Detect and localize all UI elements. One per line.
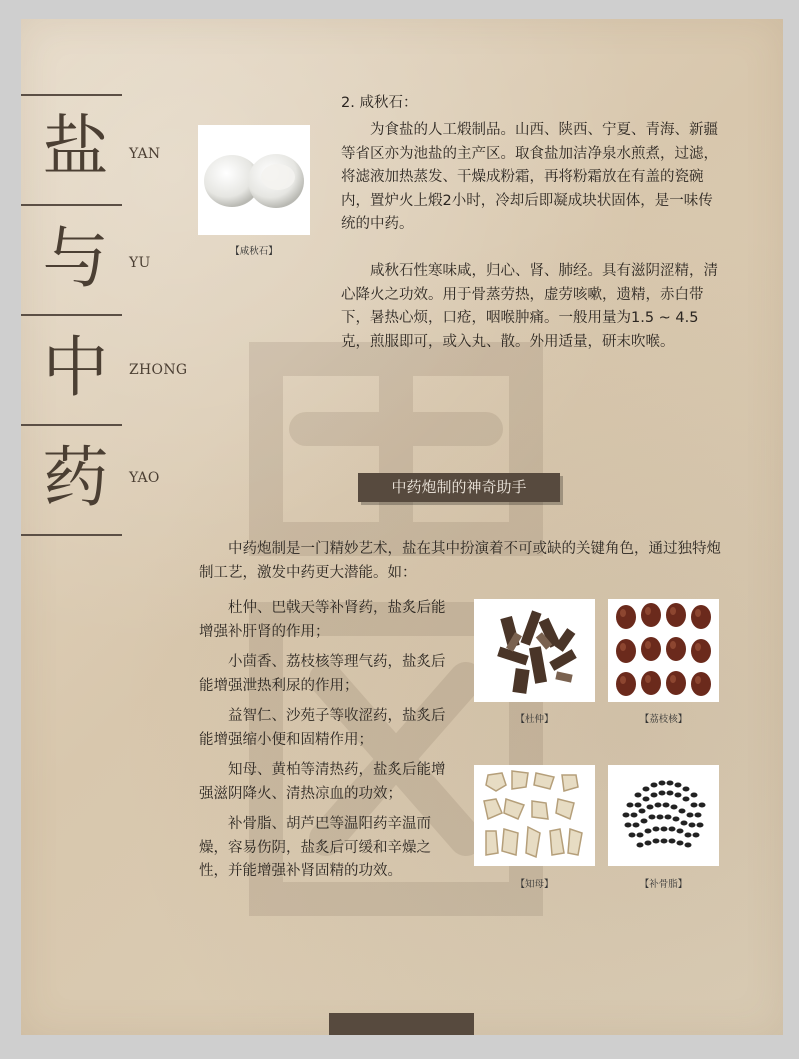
title-char-zhong: 中 [42, 329, 109, 406]
page [21, 19, 783, 1035]
duzhong-image [474, 599, 595, 702]
title-char-yao: 药 [42, 439, 109, 516]
footer-bar [329, 1013, 474, 1035]
buguzhi-image [608, 765, 719, 866]
zhimu-caption: 【知母】 [515, 879, 554, 890]
title-char-yu: 与 [42, 220, 109, 297]
section1-paragraph-1: 为食盐的人工煅制品。山西、陕西、宁夏、青海、新疆等省区亦为池盐的主产区。取食盐加洁净泉水煎煮，过滤，将滤液加热蒸发、干燥成粉霜，再将粉霜放在有盖的瓷碗内，置炉火上煅2小时，冷却后即凝成块状固体，是一味传统的中药。 [341, 122, 718, 233]
lizhihe-image [608, 599, 719, 702]
section1-paragraph-2: 咸秋石性寒味咸，归心、肾、肺经。具有滋阴涩精，清心降火之功效。用于骨蒸劳热，虚劳咳嗽，遗精，赤白带下，暑热心烦，口疮，咽喉肿痛。一般用量为1.5 ~ 4.5克，煎服即可，或入丸、散。外用适量，研末吹喉。 [341, 263, 718, 350]
buguzhi-caption: 【补骨脂】 [639, 879, 688, 890]
list-item: 知母、黄柏等清热药，盐炙后能增强滋阴降火、清热凉血的功效； [199, 762, 446, 802]
pinyin-yao: YAO [129, 470, 160, 486]
pinyin-yu: YU [129, 255, 151, 271]
section-banner: 中药炮制的神奇助手 [358, 473, 560, 502]
pinyin-zhong: ZHONG [129, 362, 188, 378]
title-rule [21, 534, 122, 536]
list-item: 小茴香、荔枝核等理气药，盐炙后能增强泄热利尿的作用； [199, 654, 446, 694]
duzhong-caption: 【杜仲】 [515, 714, 554, 725]
title-rule [21, 204, 122, 206]
zhimu-image [474, 765, 595, 866]
list-item: 杜仲、巴戟天等补肾药，盐炙后能增强补肝肾的作用； [199, 600, 446, 640]
qiushi-caption: 【咸秋石】 [230, 246, 278, 257]
list-item: 补骨脂、胡芦巴等温阳药辛温而燥，容易伤阴，盐炙后可缓和辛燥之性，并能增强补肾固精的功效。 [199, 816, 431, 880]
title-rule [21, 424, 122, 426]
title-rule [21, 314, 122, 316]
pinyin-yan: YAN [129, 146, 161, 162]
list-item: 益智仁、沙苑子等收涩药，盐炙后能增强缩小便和固精作用； [199, 708, 446, 748]
title-rule [21, 94, 122, 96]
qiushi-image [198, 125, 310, 235]
lizhihe-caption: 【荔枝核】 [639, 714, 688, 725]
section2-intro: 中药炮制是一门精妙艺术，盐在其中扮演着不可或缺的关键角色，通过独特炮制工艺，激发中药更大潜能。如： [199, 541, 721, 581]
title-char-yan: 盐 [42, 108, 109, 185]
section1-heading: 2. 咸秋石： [341, 95, 418, 111]
